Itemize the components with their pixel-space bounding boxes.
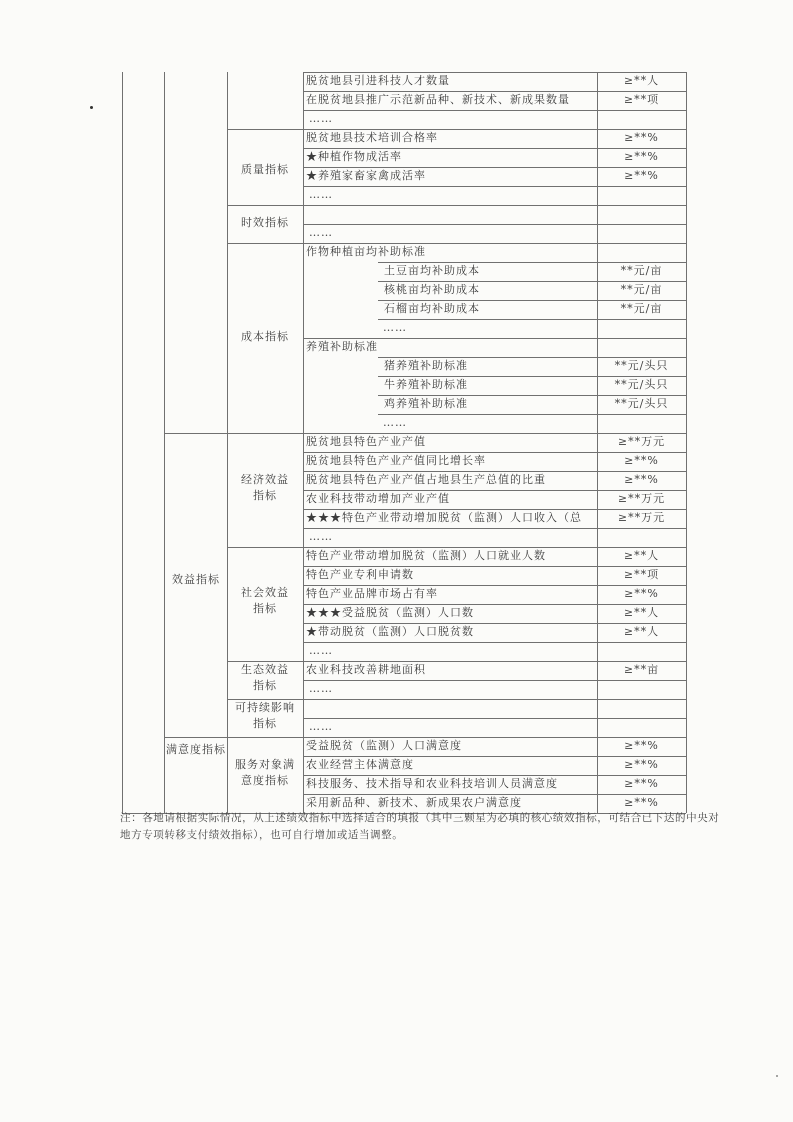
table-rule [303, 775, 686, 776]
indicator-name: 养殖补助标准 [306, 340, 378, 353]
indicator-target-value: ≥**万元 [617, 511, 666, 524]
indicator-target-value: ≥**万元 [617, 492, 666, 505]
table-rule [303, 680, 686, 681]
indicator-target-value: **元/头只 [614, 378, 669, 391]
table-rule [303, 490, 686, 491]
indicator-name: 农业经营主体满意度 [306, 758, 414, 771]
table-rule [164, 72, 165, 813]
indicator-target-value: **元/亩 [620, 283, 663, 296]
indicator-name: ★★★特色产业带动增加脱贫（监测）人口收入（总 [306, 511, 582, 524]
indicator-name: …… [383, 416, 407, 429]
indicator-name: …… [309, 644, 333, 657]
level2-ecological: 生态效益指标 [241, 663, 289, 692]
indicator-target-value: ≥**% [624, 169, 659, 182]
table-rule [164, 433, 686, 434]
indicator-name: 特色产业带动增加脱贫（监测）人口就业人数 [306, 549, 546, 562]
table-rule [378, 414, 686, 415]
level1-benefit: 效益指标 [172, 573, 220, 586]
table-rule [378, 262, 686, 263]
indicator-name: 脱贫地县技术培训合格率 [306, 131, 438, 144]
indicator-name: 脱贫地县特色产业产值占地县生产总值的比重 [306, 473, 546, 486]
indicator-name: …… [309, 226, 333, 239]
level2-social: 社会效益指标 [241, 586, 289, 615]
table-rule [303, 566, 686, 567]
table-rule [378, 300, 686, 301]
indicator-name: 脱贫地县特色产业产值 [306, 435, 426, 448]
indicator-name: 采用新品种、新技术、新成果农户满意度 [306, 796, 522, 809]
indicator-name: …… [309, 720, 333, 733]
indicator-target-value: ≥**人 [623, 549, 660, 562]
indicator-name: …… [309, 188, 333, 201]
table-rule [303, 623, 686, 624]
table-rule [686, 72, 687, 813]
table-rule [303, 224, 686, 225]
table-rule [303, 509, 686, 510]
table-rule [227, 72, 228, 813]
indicator-name: …… [309, 682, 333, 695]
table-rule [303, 186, 686, 187]
table-rule [303, 338, 686, 339]
table-rule [303, 604, 686, 605]
table-rule [303, 148, 686, 149]
level2-quality: 质量指标 [241, 163, 289, 176]
table-rule [227, 661, 686, 662]
indicator-name: 作物种植亩均补助标准 [306, 245, 426, 258]
table-rule [378, 319, 686, 320]
table-rule [303, 72, 304, 813]
level2-sustainable: 可持续影响指标 [235, 701, 295, 730]
indicator-target-value: ≥**% [624, 777, 659, 790]
indicator-target-value: **元/头只 [614, 397, 669, 410]
indicator-target-value: ≥**项 [623, 568, 660, 581]
table-rule [303, 528, 686, 529]
indicator-name: 脱贫地县引进科技人才数量 [306, 74, 450, 87]
indicator-name: 农业科技改善耕地面积 [306, 663, 426, 676]
level2-cost: 成本指标 [241, 330, 289, 343]
table-footnote: 注：各地请根据实际情况，从上述绩效指标中选择适合的填报（其中三颗星为必填的核心绩效指标，可结合已下达的中央对地方专项转移支付绩效指标），也可自行增加或适当调整。 [120, 812, 720, 841]
indicator-name: 土豆亩均补助成本 [384, 264, 480, 277]
indicator-name: 农业科技带动增加产业产值 [306, 492, 450, 505]
indicator-target-value: ≥**% [624, 739, 659, 752]
table-rule [303, 452, 686, 453]
indicator-target-value: **元/亩 [620, 302, 663, 315]
indicator-name: 特色产业品牌市场占有率 [306, 587, 438, 600]
table-rule [378, 395, 686, 396]
indicator-name: 特色产业专利申请数 [306, 568, 414, 581]
indicator-name: …… [383, 321, 407, 334]
indicator-name: ★★★受益脱贫（监测）人口数 [306, 606, 474, 619]
indicator-target-value: ≥**人 [623, 74, 660, 87]
table-rule [164, 737, 686, 738]
indicator-target-value: **元/头只 [614, 359, 669, 372]
level2-timeliness: 时效指标 [241, 216, 289, 229]
table-rule [227, 205, 686, 206]
indicator-target-value: ≥**% [624, 796, 659, 809]
indicator-target-value: ≥**人 [623, 625, 660, 638]
indicator-name: ★带动脱贫（监测）人口脱贫数 [306, 625, 474, 638]
indicator-target-value: ≥**% [624, 758, 659, 771]
indicator-target-value: ≥**% [624, 131, 659, 144]
indicator-name: …… [309, 530, 333, 543]
table-rule [303, 167, 686, 168]
level2-economic: 经济效益指标 [241, 473, 289, 502]
table-rule [378, 357, 686, 358]
table-rule [303, 642, 686, 643]
indicator-name: 在脱贫地县推广示范新品种、新技术、新成果数量 [306, 93, 570, 106]
table-rule [303, 718, 686, 719]
table-rule [227, 129, 686, 130]
indicator-name: 牛养殖补助标准 [384, 378, 468, 391]
indicator-target-value: ≥**万元 [617, 435, 666, 448]
scan-speck [776, 1075, 778, 1077]
indicator-name: 科技服务、技术指导和农业科技培训人员满意度 [306, 777, 558, 790]
table-rule [303, 794, 686, 795]
table-rule [303, 72, 686, 73]
indicator-name: 石榴亩均补助成本 [384, 302, 480, 315]
table-rule [303, 91, 686, 92]
indicator-name: 猪养殖补助标准 [384, 359, 468, 372]
table-rule [378, 281, 686, 282]
indicator-name: …… [309, 112, 333, 125]
indicator-name: 脱贫地县特色产业产值同比增长率 [306, 454, 486, 467]
table-rule [303, 756, 686, 757]
indicator-name: 受益脱贫（监测）人口满意度 [306, 739, 462, 752]
table-rule [303, 585, 686, 586]
indicator-name: 鸡养殖补助标准 [384, 397, 468, 410]
indicator-target-value: ≥**项 [623, 93, 660, 106]
indicator-target-value: ≥**% [624, 587, 659, 600]
table-rule [227, 243, 686, 244]
level1-satisfaction: 满意度指标 [166, 743, 226, 756]
indicator-name: ★种植作物成活率 [306, 150, 402, 163]
scan-speck [90, 106, 93, 109]
table-rule [303, 471, 686, 472]
indicator-target-value: **元/亩 [620, 264, 663, 277]
indicator-name: ★养殖家畜家禽成活率 [306, 169, 426, 182]
indicator-target-value: ≥**% [624, 454, 659, 467]
indicator-target-value: ≥**人 [623, 606, 660, 619]
table-rule [122, 72, 123, 813]
indicator-target-value: ≥**% [624, 473, 659, 486]
indicator-target-value: ≥**亩 [623, 663, 660, 676]
level2-service: 服务对象满意度指标 [235, 758, 295, 787]
indicator-name: 核桃亩均补助成本 [384, 283, 480, 296]
table-rule [227, 547, 686, 548]
table-rule [378, 376, 686, 377]
table-rule [303, 110, 686, 111]
indicator-target-value: ≥**% [624, 150, 659, 163]
